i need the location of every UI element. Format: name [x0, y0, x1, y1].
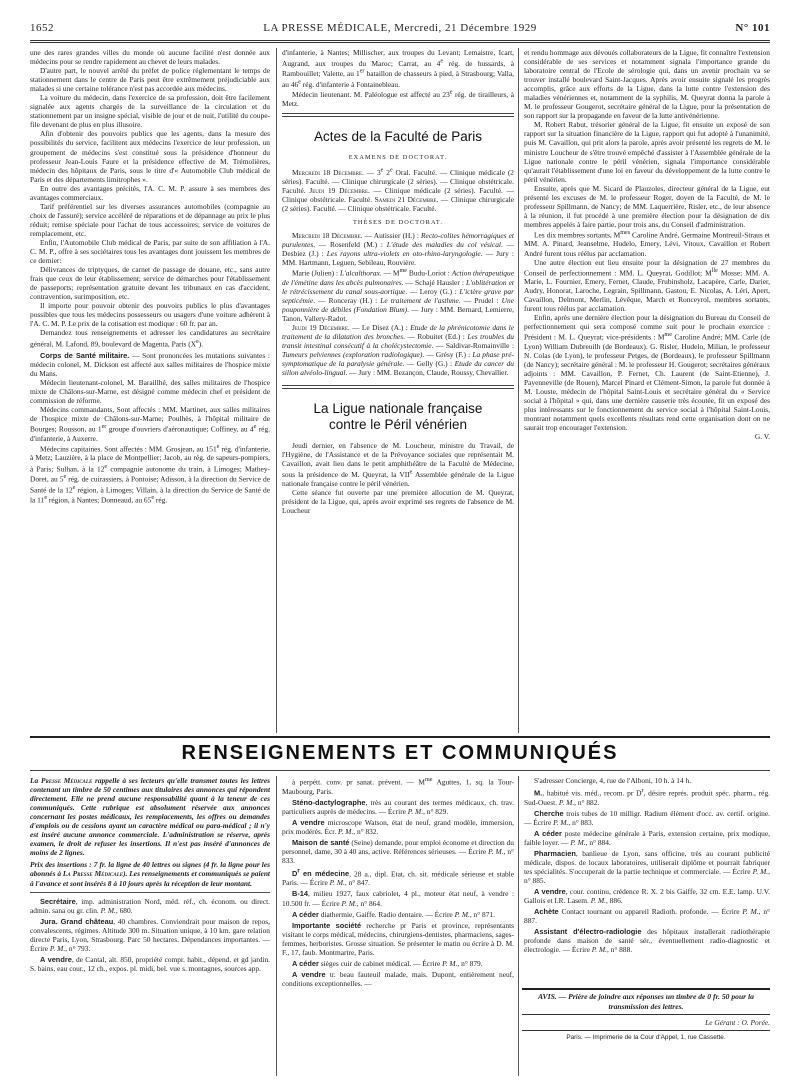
avis-rule-top: [522, 988, 770, 990]
classified-ad: Importante société recherche pr Paris et province, représentants visitant le corps médical, médecins, chirurgiens-dentistes, pharmaciens, sages-femmes, herboristes. Grosse situation. Se présenter le matin ou écrire à D. M. F., 17, faub. Montmartre, Paris.: [282, 920, 514, 957]
bottom-section-rule: [30, 736, 770, 738]
classified-ad: A vendre, cour. continu, crédence R. X. 2 bis Gaiffe, 32 cm. E.E. lamp. U.V. Gallois et I.R. Lasem. P. M., 886.: [524, 886, 770, 906]
mutation-paragraph: Médecins commandants, Sont affectés : MM. Martinet, aux salles militaires de l'hospice mixte de Châlons-sur-Marne; Poulhès, à l'hôpital militaire de Bourges; Rousson, au 1er groupe d'ouvriers d'aéronautique; Coffiney, au 4e rég. d'infanterie, à Auxerre.: [30, 405, 270, 443]
imprimerie: Paris. — Imprimerie de la Cour d'Appel, 1, rue Cassette.: [566, 1034, 726, 1041]
header-rule: [30, 40, 770, 43]
section-rule-3: [282, 385, 514, 386]
classified-ad: Cherche trois tubes de 10 milligr. Radium élément d'occ. av. certif. origine. — Écrire P. M., n° 883.: [524, 808, 770, 827]
these-list: [282, 231, 514, 377]
avis-rule-bottom: [522, 1014, 770, 1015]
ads-list-2: [282, 776, 514, 988]
exam-text: Mercredi 18 Décembre. — 3e 2e Oral. Faculté. — Clinique médicale (2 séries). Faculté. — Clinique chirurgicale (2 séries). — Clinique obstétricale. Faculté. Jeudi 19 Décembre. — Clinique médicale (2 séries). Faculté. — Clinique obstétricale. Faculté. Samedi 21 Décembre. — Clinique chirurgicale (2 séries). Faculté. — Clinique obstétricale. Faculté.: [282, 167, 514, 213]
paragraph: Les dix membres sortants, $M^{mes}$ Caroline André, Germaine Montreuil-Straus et MM. A. Pinard, Jeanselme, Hudelo, Emery, Lévi, Vitoux, Cavaillon et Robert André furent tous réélus par acclamation.: [524, 229, 770, 258]
sante-militaire-intro: Corps de Santé militaire. — Sont prononcées les mutations suivantes : médecin colonel, M. Dickson est affecté aux salles militaires de l'hospice mixte du Mans.: [30, 351, 270, 379]
column-middle: [282, 48, 514, 733]
issue-number: N° 101: [735, 22, 770, 34]
classified-ad: Sténo-dactylographe, très au courant des termes médicaux, ch. trav. particuliers auprès de médecins. — Écrire P. M., n° 829.: [282, 797, 514, 816]
section-rule: [282, 113, 514, 114]
paragraph: Délivrances de triptyques, de carnet de passage de douane, etc., sans autre frais que ceux de leur établissement; service de démarches pour l'établissement de passeports; représentation gratuite devant les tribunaux en cas d'accident, contravention, surimposition, etc.: [30, 265, 270, 302]
classified-ad: à perpétt. conv. pr sanat. prévent. — $M^{me}$ Aguttes, 1, sq. la Tour-Maubourg, Paris.: [282, 777, 514, 796]
mutation-paragraph: Médecins capitaines. Sont affectés : MM. Grosjean, au 151e rég. d'infanterie, à Metz; Lauzière, à la place de Montpellier; Jacob, au rég. de sapeurs-pompiers, à Paris; Sulhan, à la 12e compagnie autonome du train, à Limoges; Mathey-Doret, au 5e rég. de cuirassiers, à Pontoise; Adisson, à la direction du Service de Santé de la 12e région, à Limoges; Villain, à la direction du Service de Santé de la 11e région, à Nantes; Donneaud, au 65e rég.: [30, 443, 270, 505]
paragraph: Tarif préférentiel sur les diverses assurances automobiles (compagnie au choix de l'assuré); service accéléré de réparations et de dépannage au prix le plus réduit; remise spéciale pour l'achat de tous accessoires; service de voitures de remplacement, etc.: [30, 201, 270, 238]
classified-ad: $D^r$ en médecine, 28 a., dipl. Etat, ch. sit. médicale sérieuse et stable Paris. — Écrire P. M., n° 847.: [282, 867, 514, 888]
section-rule-2: [282, 116, 514, 117]
paragraph: Ensuite, après que M. Sicard de Plauzoles, directeur général de la Ligue, eut présenté les excuses de M. le professeur Roger, doyen de la Faculté, de M. le professeur Spillmann, de Nancy; de MM. Laquerrière, Risler, etc., de leur absence à la réunion, il fut procédé à une première élection pour la désignation de dix membres appelés à faire partie, pour trois ans, du Conseil d'administration.: [524, 183, 770, 229]
these-paragraph: Jeudi 19 Décembre. — Le Disez (A.) : Etude de la phrénicotomie dans le traitement de la dilatation des bronches. — Robuitet (Ed.) : Les troubles du transit intestinal consécutif à la cholécystectomie. — Saldivar-Romainville : Tumeurs pelviennes (exploration radiologique). — Grésy (F.) : La phase pré-symptomatique de la paralysie générale. — Gelly (G.) : Etude du cancer du sillon alvéolo-lingual. — Jury : MM. Bezançon, Claude, Roussy, Chevallier.: [282, 322, 514, 378]
prices: Prix des insertions : 7 fr. la ligne de 40 lettres ou signes (4 fr. la ligne pour les abonnés à La Presse Médicale). Les renseignements et communiqués se paient à l'avance et sont insérés 8 à 10 jours après la réception de leur montant.: [30, 860, 270, 888]
classified-ad: M., habitué vis. méd., recom. pr $D^r$, désire représ. produit spéc. pharm., rég. Sud-Ouest. P. M., n° 882.: [524, 788, 770, 807]
notice: La Presse Médicale rappelle à ses lecteurs qu'elle transmet toutes les lettres contenant un timbre de 50 centimes aux titulaires des annonces qui répondent directement. Elle ne prend aucune responsabilité quant à la teneur de ces communiqués. Cette rubrique est absolument réservée aux annonces concernant les postes médicaux, les remplacements, les offres ou demandes d'emplois ou de cessions ayant un caractère médical ou para-médical ; il n'y est inséré aucune annonce commerciale. L'administration se réserve, après examen, le droit de refuser les insertions. Il n'est pas inséré d'annonces de moins de 2 lignes.: [30, 776, 270, 858]
mutations-lieutenant: Médecin lieutenant. M. Paléologue est affecté au 23e rég. de tirailleurs, à Metz.: [282, 89, 514, 109]
mutation-paragraph: Médecin lieutenant-colonel, M. Baraillhé, des salles militaires de l'hospice mixte de Châlons-sur-Marne, est désigné comme médecin chef et président de commission de réforme.: [30, 378, 270, 406]
classified-ad: Jura. Grand château, 40 chambres. Conviendrait pour maison de repos, convalescents, régimes. Altitude 300 m. Situation unique, à 10 km. gare relation directe Paris, Lyon, Strasbourg. Parc 50 hectares. Dépendances importantes. — Écrire P. M., n° 793.: [30, 916, 270, 953]
column-rule-1: [276, 48, 277, 733]
journal-title: LA PRESSE MÉDICALE, Mercredi, 21 Décembre 1929: [263, 22, 537, 34]
mutations-continued: d'infanterie, à Nantes; Millischer, aux troupes du Levant; Lemaistre, Icart, Augrand, aux troupes du Maroc; Carrat, au 4e rég. de hussards, à Rambouillet; Valette, au 1er bataillon de chasseurs à pied, à Strasbourg; Valla, au 46e rég. d'infanterie à Fontainebleau.: [282, 48, 514, 89]
exam-heading: EXAMENS DE DOCTORAT.: [348, 154, 448, 162]
renseignements-title: RENSEIGNEMENTS ET COMMUNIQUÉS: [181, 742, 619, 764]
ads-column-rule-2: [518, 776, 519, 1076]
paragraph: Enfin, après une dernière élection pour la désignation du Bureau du Conseil de perfectionnement qui sera composé comme suit pour le prochain exercice : Président : M. L. Queyrat; vice-présidents : $M^{me}$ Caroline André; MM. Carle (de Lyon) William Dubreuilh (de Bordeaux). G. Risler, Hudelo, Milian, le professeur N. Colas (de Lyon), le professeur Petges, de (Bordeaux), le professeur Spillmann (de Nancy); secrétaire général : M. le professeur H. Gougerot; secrétaires généraux adjoints : MM. Cavaillon, P. Fernet, Ch. Laurent (de Saint-Etienne), J. Payenneville (de Rouen), Marcel Pinard et Clément-Simon, la parole fut donnée à M. Louste, médecin de l'hôpital Saint-Louis et secrétaire général du « Service social à l'hôpital » qui, dans une dernière causerie très écoutée, fit un exposé des plus intéressants sur le fonctionnement du service social à l'hôpital Saint-Louis, montrant notamment quels excellents résultats rend cette organisation dont on ne saurait trop encourager l'extension.: [524, 313, 770, 433]
ligue-text-2: Cette séance fut ouverte par une première allocution de M. Queyrat, président de la Ligue, qui, après avoir exprimé ses regrets de l'absence de M. Loucheur: [282, 487, 514, 515]
classified-ad: Secrétaire, imp. administration Nord, méd. réf., ch. économ. ou direct. admin. sana ou gr. clin. P. M., 680.: [30, 896, 270, 915]
section-rule-4: [282, 388, 514, 389]
classified-ad: Assistant d'électro-radiologie des hôpitaux installerait radiothérapie profonde dans maison de santé sér., éventuellement radio-diagnostic et électrologie. — Écrire P. M., n° 888.: [524, 927, 770, 955]
paragraph: Demandez tous renseignements et adresser les candidatures au secrétaire général, M. Lafond, 89, boulevard de Magenta, Paris (Xe).: [30, 328, 270, 348]
classified-ad: A céder sièges cuir de cabinet médical. — Écrire P. M., n° 879.: [292, 958, 483, 968]
paragraph: Enfin, l'Automobile Club médical de Paris, par suite de son affiliation à l'A. C. M. P., offre à ses sociétaires tous les avantages dont jouissent les membres de ce dernier:: [30, 237, 270, 266]
paragraph: En outre des avantages précités, l'A. C. M. P. assure à ses membres des avantages commerciaux.: [30, 183, 270, 202]
classified-ad: A vendre tr. beau fauteuil malade, mais. Dupont, entièrement neuf, conditions exceptionnelles. —: [282, 969, 514, 988]
these-paragraph: Marie (Julien) : L'alcalthorax. — $M^{me}$ Budu-Loriot : Action thérapeutique de l'émétine dans les abcès pulmonaires. — Schajé Hausler : L'oblitération et le rétrécissement du canal sous-aortique. — Leroy (G.) : L'ictère grave par septicémie. — Ronceray (H.) : Le traitement de l'asthme. — Prudel : Une pouponnière de débiles (Fondation Blum). — Jury : MM. Bernard, Lemierre, Tanon, Vallery-Radot.: [282, 268, 514, 323]
ads-list-3: [524, 776, 770, 954]
gerant-rule: [522, 1030, 770, 1031]
classified-ad: A vendre, de Cantal, alt. 850, propriété compr. habit., dépend. et gd jardin. S. bains, eau cour., 12 ch., expos. pl. midi, bel. vue s. montagnes, sources app.: [30, 954, 270, 973]
paragraph: M. Robert Rabut, trésorier général de la Ligue, fit ensuite un exposé de son rapport sur la situation financière de la Ligue, rapport qui fut adopté à l'unanimité, puis M. Cavaillon, qui prit alors la parole, après avoir présenté les regrets de M. le ministre Loucheur de s'être trouvé empêché d'assister à l'Assemblée générale de la Ligue nationale contre le péril vénérien, signala l'importance considérable qu'aurait l'établissement d'une loi en faveur du développement de la lutte contre le péril vénérien.: [524, 120, 770, 184]
classified-ad: S'adresser Concierge, 4, rue de l'Alboni, 10 h. à 14 h.: [534, 776, 692, 785]
page-header: [30, 20, 770, 38]
notice-rule: [30, 892, 270, 893]
column-rule-2: [518, 48, 519, 733]
classified-ad: Maison de santé (Seine) demande, pour emploi économe et direction du personnel, dame, 30 à 40 ans, active. Références sérieuses. — Écrire P. M., n° 833.: [282, 837, 514, 865]
paragraph: et rendu hommage aux dévoués collaborateurs de la Ligue, fit connaître l'extension considérable de ses services et notamment signala l'importance grande du laboratoire central de l'Ecole de sérologie qui, dans un avenir prochain va se trouver installé boulevard Saint-Jacques. Après avoir ensuite signalé les progrès accomplis, grâce aux efforts de la Ligue, dans la lutte contre l'extension des maladies vénériennes et, notamment de la syphilis, M. Queyrat donna la parole à M. le professeur Gougerot, secrétaire général de la Ligue, pour la présentation de son rapport sur la propagande en faveur de la lutte antivénérienne.: [524, 48, 770, 121]
classified-ad: A vendre microscope Watson, état de neuf, grand modèle, immersion, prix modérés. Écr. P. M., n° 832.: [282, 817, 514, 836]
classified-ad: B-14, milieu 1927, faux cabriolet, 4 pl., moteur état neuf, à vendre : 10.500 fr. — Écrire P. M., n° 864.: [282, 889, 514, 908]
renseignements-rule: [30, 770, 770, 771]
paragraph: Il importe pour pouvoir obtenir des pouvoirs publics le plus d'avantages possibles que tous les médecins possesseurs ou usagers d'une voiture adhèrent à l'A. C. M. P. Le prix de la cotisation est modique : 60 fr. par an.: [30, 301, 270, 329]
paragraph: La voiture du médecin, dans l'exercice de sa profession, doit être facilement signalée aux agents chargés de la surveillance de la circulation et du stationnement par un insigne spécial, visible de jour et de nuit, l'utilité du coupe-file devenant de plus en plus illusoire.: [30, 93, 270, 130]
classified-ad: Pharmacien, banlieue de Lyon, sans officine, très au courant publicité médicale, dispos. de locaux laboratoires, utiliserait diplôme et pourrait fabriquer tes spécialités. S'occuperait de la partie technique et commerciale. — Écrire P. M., n° 885.: [524, 848, 770, 885]
sante-militaire-list: [30, 378, 270, 504]
classified-ad: Achète Contact tournant ou appareil Radioth. profonde. — Écrire P. M., n° 887.: [524, 907, 770, 926]
classified-ad: A céder diathermie, Gaiffe. Radio dentaire. — Écrire P. M., n° 871.: [292, 909, 495, 919]
ligue-title: La Ligue nationale française contre le Péril vénérien: [313, 401, 483, 433]
gerant: Le Gérant : O. Porée.: [705, 1018, 770, 1027]
signature: G. V.: [754, 432, 770, 442]
ads-list-1: [30, 897, 270, 973]
acmp-article: [30, 48, 270, 348]
classified-ad: A céder poste médecine générale à Paris, extension certaine, prix modique, faible loyer. — P. M., n° 884.: [524, 828, 770, 847]
ads-column-rule-1: [276, 776, 277, 1076]
column-left: [30, 48, 270, 733]
these-heading: THÈSES DE DOCTORAT.: [352, 218, 444, 226]
ads-column-left: [30, 776, 270, 1076]
ligue-text: Jeudi dernier, en l'absence de M. Loucheur, ministre du Travail, de l'Hygiène, de l'Assistance et de la Prévoyance sociales que représentait M. Cavaillon, avait lieu dans le petit amphithéâtre de la Faculté de Médecine, sous la présidence de M. Queyrat, la VIIe Assemblée générale de la Ligue nationale française contre le péril vénérien.: [282, 441, 514, 488]
paragraph: Afin d'obtenir des pouvoirs publics que les agents, dans la mesure des possibilités du service, facilitent aux médecins l'exercice de leur profession, un groupement de médecins s'est constitué sous la présidence d'honneur du professeur Jean-Louis Faure et la présidence effective de M. Trémolières, médecin des hôpitaux de Paris, sous le titre d'« Automobile Club médical de Paris et des départements limitrophes ».: [30, 129, 270, 184]
sante-militaire-title: Corps de Santé militaire.: [40, 351, 130, 361]
ads-column-right: [524, 776, 770, 986]
page-number: 1652: [30, 22, 54, 34]
ads-column-middle: [282, 776, 514, 1076]
faculte-title: Actes de la Faculté de Paris: [313, 129, 483, 145]
ligue-article-continued: [524, 48, 770, 432]
column-right: [524, 48, 770, 733]
paragraph: une des rares grandes villes du monde où aucune facilité n'est donnée aux médecins pour se rendre rapidement au chevet de leurs malades.: [30, 48, 270, 67]
paragraph: Une autre élection eut lieu ensuite pour la désignation de 27 membres du Conseil de perfectionnement : MM. L. Queyrat, Godillot; $M^{lle}$ Mosse; MM. A. Marie, L. Fournier, Emery, Fernet, Claude, Frubinsholz, Lacapère, Carle, Darier, Audry, Honorat, Laroche, Legrain, Spillmann, Gastou, E. Nicolas, A. Léri, Apert, Cavaillon, Delmont, Merlin, Lévêque, March et Ronceyrol, membres sortants, furent tous réélus par acclamation.: [524, 257, 770, 314]
these-paragraph: Mercredi 18 Décembre. — Autissier (H.) : Recto-colites hémorragiques et purulentes. — Rosenfeld (M.) : L'étude des maladies du col vésical. — Desbiez (J.) : Les rayons ultra-violets en oto-rhino-laryngologie. — Jury : MM. Hartmann, Leguen, Sebileau, Rouvière.: [282, 230, 514, 268]
paragraph: D'autre part, le nouvel arrêté du préfet de police réglementant le temps de stationnement dans le centre de Paris peut être extrêmement préjudiciable aux malades si une certaine tolérance n'est pas accordée aux médecins.: [30, 66, 270, 94]
avis-notice: AVIS. — Prière de joindre aux réponses un timbre de 0 fr. 50 pour la transmission des lettres.: [538, 992, 754, 1011]
